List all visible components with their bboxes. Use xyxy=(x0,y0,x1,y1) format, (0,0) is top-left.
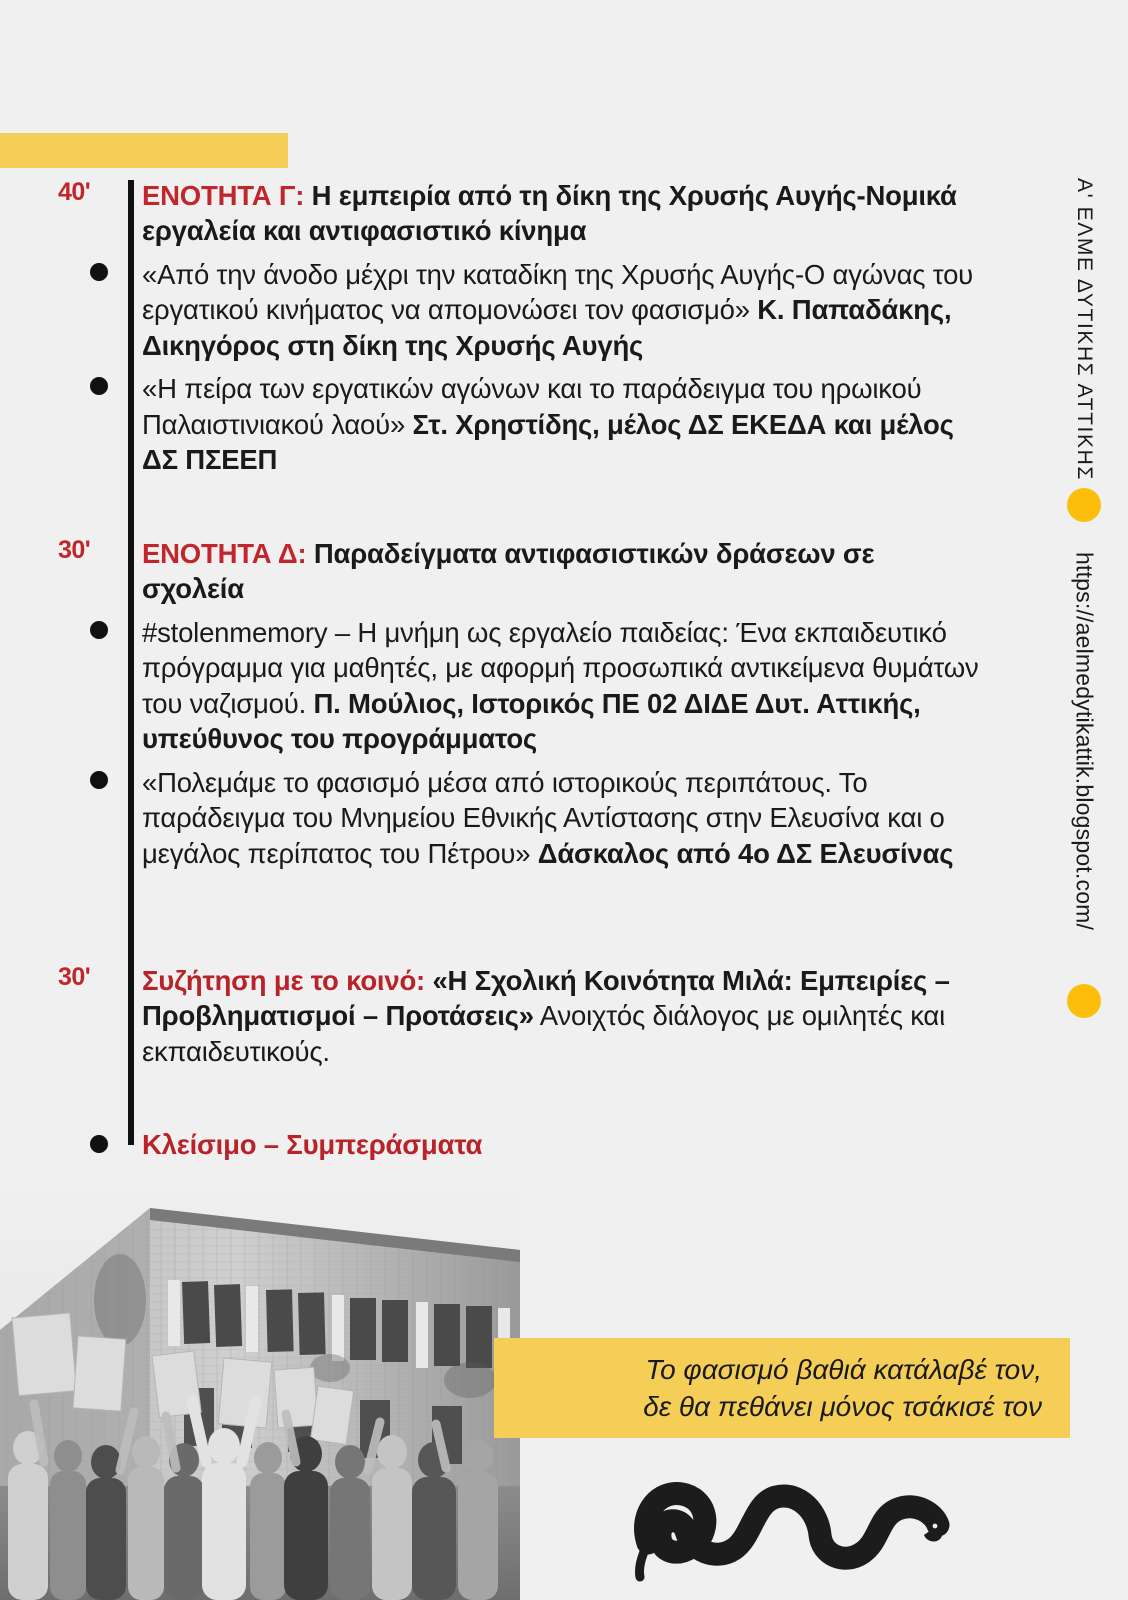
agenda-item-quote: «Από την άνοδο μέχρι την καταδίκη της Χρυσής Αυγής-Ο αγώνας του εργατικού κινήματος να απομονώσει τον φασισμό» xyxy=(142,258,973,326)
bullet-icon xyxy=(90,771,108,789)
snake-icon xyxy=(630,1425,950,1600)
quote-line-1: Το φασισμό βαθιά κατάλαβέ τον, xyxy=(645,1353,1042,1385)
agenda-item-quote: «Η πείρα των εργατικών αγώνων και το παράδειγμα του ηρωικού Παλαιστινιακού λαού» xyxy=(142,373,922,440)
discussion-text xyxy=(142,963,980,1069)
agenda-item-text xyxy=(142,765,980,871)
agenda-list xyxy=(0,178,1040,1163)
bullet-icon xyxy=(90,377,108,395)
section-duration: 30' xyxy=(58,962,91,991)
section-heading-rest: Παραδείγματα αντιφασιστικών δράσεων σε σχολεία xyxy=(142,537,875,605)
agenda-item-text xyxy=(142,371,980,477)
agenda-item xyxy=(0,615,1040,757)
section-heading xyxy=(142,178,980,249)
protest-photo-graphic xyxy=(0,1190,520,1600)
agenda-item-text xyxy=(142,615,980,757)
agenda-section-gamma xyxy=(0,178,1040,249)
agenda-item-speaker: Π. Μούλιος, Ιστορικός ΠΕ 02 ΔΙΔΕ Δυτ. Αττικής, υπεύθυνος του προγράμματος xyxy=(142,687,921,755)
agenda-item xyxy=(0,765,1040,871)
bullet-icon xyxy=(90,1135,108,1153)
yellow-dot-icon xyxy=(1067,984,1101,1018)
agenda-section-discussion xyxy=(0,963,1040,1069)
protest-photo xyxy=(0,1190,520,1600)
bullet-icon xyxy=(90,263,108,281)
agenda-item-speaker: Στ. Χρηστίδης, μέλος ΔΣ ΕΚΕΔΑ και μέλος ΔΣ ΠΣΕΕΠ xyxy=(142,408,954,476)
agenda-section-delta xyxy=(0,536,1040,607)
agenda-item-quote: «Πολεμάμε το φασισμό μέσα από ιστορικούς περιπάτους. Το παράδειγμα του Μνημείου Εθνικής Αντίστασης στην Ελευσίνα και ο μεγάλος περίπατος του Πέτρου» xyxy=(142,766,945,869)
discussion-title: «Η Σχολική Κοινότητα Μιλά: Εμπειρίες – Προβληματισμοί – Προτάσεις» xyxy=(142,964,950,1032)
organization-name: Α' ΕΛΜΕ ΔΥΤΙΚΗΣ ΑΤΤΙΚΗΣ xyxy=(1073,178,1096,481)
agenda-item-speaker: Δάσκαλος από 4ο ΔΣ Ελευσίνας xyxy=(537,837,954,869)
discussion-label: Συζήτηση με το κοινό: xyxy=(142,964,426,996)
agenda-item-quote: #stolenmemory – Η μνήμη ως εργαλείο παιδείας: Ένα εκπαιδευτικό πρόγραμμα για μαθητές, με αφορμή προσωπικά αντικείμενα θυμάτων του ναζισμού. xyxy=(142,616,979,719)
section-duration: 30' xyxy=(58,535,91,564)
section-duration: 40' xyxy=(58,178,91,206)
blog-url[interactable]: https://aelmedytikattik.blogspot.com/ xyxy=(1071,552,1098,931)
agenda-item xyxy=(0,371,1040,477)
quote-line-2: δε θα πεθάνει μόνος τσάκισέ τον xyxy=(643,1391,1042,1422)
agenda-item-speaker: Κ. Παπαδάκης, Δικηγόρος στη δίκη της Χρυσής Αυγής xyxy=(142,294,952,361)
closing-label: Κλείσιμο – Συμπεράσματα xyxy=(142,1129,483,1161)
yellow-dot-icon xyxy=(1067,488,1101,522)
top-accent-bar xyxy=(0,133,288,168)
section-heading-label: ΕΝΟΤΗΤΑ Γ: xyxy=(142,180,305,211)
agenda-closing xyxy=(0,1127,1040,1162)
discussion-rest: Ανοιχτός διάλογος με ομιλητές και εκπαιδευτικούς. xyxy=(142,1000,946,1067)
side-strip xyxy=(1040,0,1128,1100)
quote-box xyxy=(494,1338,1070,1438)
bullet-icon xyxy=(90,621,108,639)
agenda-item xyxy=(0,257,1040,363)
snake-graphic xyxy=(630,1425,950,1600)
closing-text xyxy=(142,1127,980,1162)
section-heading xyxy=(142,536,980,607)
section-heading-label: ΕΝΟΤΗΤΑ Δ: xyxy=(142,537,307,569)
agenda-item-text xyxy=(142,257,980,363)
section-heading-rest: Η εμπειρία από τη δίκη της Χρυσής Αυγής-Νομικά εργαλεία και αντιφασιστικό κίνημα xyxy=(142,180,957,247)
